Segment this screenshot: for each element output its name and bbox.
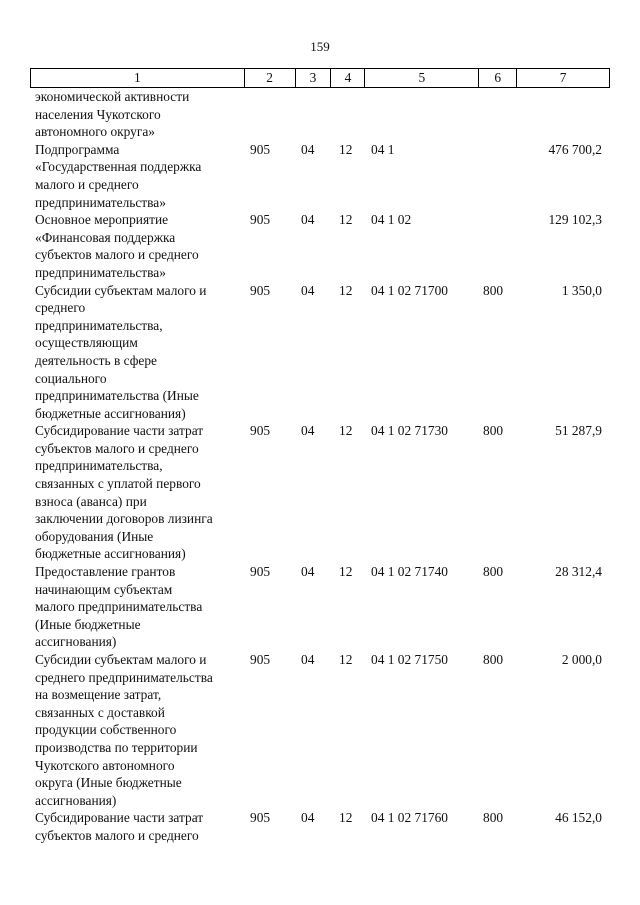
- name-line: экономической активности: [35, 89, 190, 104]
- row-admin-code: 905: [250, 141, 271, 157]
- row-expense-type: 800: [483, 652, 504, 667]
- row-name-cell: [30, 422, 244, 563]
- name-line: округа (Иные бюджетные: [35, 775, 182, 791]
- table-row: [30, 809, 610, 844]
- row-section-code: 04: [301, 564, 315, 580]
- row-target-code: 04 1 02: [371, 212, 412, 228]
- row-amount: 51 287,9: [555, 423, 602, 439]
- name-line: взноса (аванса) при: [35, 493, 147, 509]
- name-line: субъектов малого и среднего: [35, 247, 199, 263]
- name-line: бюджетные ассигнования): [35, 546, 186, 562]
- table-row: [30, 282, 610, 423]
- name-line: Подпрограмма: [35, 141, 120, 157]
- table-row: [30, 211, 610, 281]
- name-line: предпринимательства»: [35, 194, 166, 210]
- row-admin-code: 905: [250, 282, 271, 298]
- name-line: предпринимательства,: [35, 458, 163, 474]
- row-name-cell: [30, 141, 244, 211]
- name-line: предпринимательства,: [35, 317, 163, 333]
- table-row: [30, 141, 610, 211]
- row-amount: 2 000,0: [561, 652, 602, 667]
- name-line: автономного округа»: [35, 124, 155, 140]
- row-subsection-code: 12: [339, 652, 353, 667]
- row-target-code: 04 1 02 71760: [371, 810, 448, 826]
- row-section-code: 04: [301, 141, 315, 157]
- name-line: среднего предпринимательства: [35, 669, 213, 685]
- header-col-5: 5: [365, 69, 479, 87]
- row-target-code: 04 1 02 71700: [371, 282, 448, 298]
- row-amount: 129 102,3: [548, 212, 602, 228]
- name-line: ассигнования): [35, 634, 117, 650]
- row-admin-code: 905: [250, 423, 271, 439]
- header-col-3: 3: [296, 69, 332, 87]
- name-line: связанных с уплатой первого: [35, 476, 201, 492]
- row-expense-type: 800: [483, 282, 504, 298]
- budget-table: [30, 68, 610, 845]
- name-line: субъектов малого и среднего: [35, 827, 199, 843]
- name-line: (Иные бюджетные: [35, 616, 141, 632]
- name-line: субъектов малого и среднего: [35, 440, 199, 456]
- name-line: малого и среднего: [35, 176, 139, 192]
- table-row: [30, 88, 610, 141]
- row-name-cell: [30, 282, 244, 423]
- page-number: 159: [310, 39, 330, 54]
- row-name-cell: [30, 809, 244, 844]
- table-row: [30, 651, 610, 809]
- row-admin-code: 905: [250, 212, 271, 228]
- row-section-code: 04: [301, 810, 315, 826]
- row-section-code: 04: [301, 282, 315, 298]
- header-col-4: 4: [331, 69, 365, 87]
- name-line: Субсидирование части затрат: [35, 423, 204, 439]
- row-expense-type: 800: [483, 564, 504, 580]
- name-line: предпринимательства»: [35, 264, 166, 280]
- row-section-code: 04: [301, 652, 315, 667]
- name-line: производства по территории: [35, 739, 198, 755]
- name-line: на возмещение затрат,: [35, 687, 162, 703]
- row-target-code: 04 1 02 71750: [371, 652, 448, 667]
- name-line: предпринимательства (Иные: [35, 388, 199, 404]
- name-line: Субсидии субъектам малого и: [35, 282, 207, 298]
- header-col-6: 6: [479, 69, 517, 87]
- name-line: Основное мероприятие: [35, 212, 169, 228]
- table-header: [30, 68, 610, 88]
- name-line: продукции собственного: [35, 722, 177, 738]
- name-line: Субсидии субъектам малого и: [35, 652, 207, 667]
- name-line: оборудования (Иные: [35, 528, 154, 544]
- name-line: «Финансовая поддержка: [35, 229, 176, 245]
- row-amount: 46 152,0: [555, 810, 602, 826]
- row-target-code: 04 1 02 71730: [371, 423, 448, 439]
- row-expense-type: 800: [483, 810, 504, 826]
- row-target-code: 04 1: [371, 141, 395, 157]
- row-expense-type: 800: [483, 423, 504, 439]
- row-subsection-code: 12: [339, 141, 353, 157]
- name-line: населения Чукотского: [35, 106, 161, 122]
- name-line: среднего: [35, 300, 86, 316]
- row-subsection-code: 12: [339, 212, 353, 228]
- row-subsection-code: 12: [339, 282, 353, 298]
- row-target-code: 04 1 02 71740: [371, 564, 448, 580]
- header-col-7: 7: [517, 69, 610, 87]
- row-subsection-code: 12: [339, 564, 353, 580]
- name-line: социального: [35, 370, 107, 386]
- row-name-cell: [30, 211, 244, 281]
- row-admin-code: 905: [250, 810, 271, 826]
- row-amount: 1 350,0: [561, 282, 602, 298]
- row-admin-code: 905: [250, 652, 271, 667]
- row-section-code: 04: [301, 212, 315, 228]
- row-name-cell: [30, 88, 244, 141]
- header-col-1: 1: [31, 69, 245, 87]
- row-admin-code: 905: [250, 564, 271, 580]
- name-line: малого предпринимательства: [35, 599, 203, 615]
- name-line: деятельность в сфере: [35, 352, 157, 368]
- name-line: бюджетные ассигнования): [35, 405, 186, 421]
- header-col-2: 2: [245, 69, 296, 87]
- name-line: Чукотского автономного: [35, 757, 175, 773]
- name-line: «Государственная поддержка: [35, 159, 202, 175]
- table-row: [30, 422, 610, 563]
- row-section-code: 04: [301, 423, 315, 439]
- name-line: Предоставление грантов: [35, 564, 176, 580]
- name-line: осуществляющим: [35, 335, 138, 351]
- name-line: ассигнования): [35, 792, 117, 808]
- row-subsection-code: 12: [339, 423, 353, 439]
- row-name-cell: [30, 563, 244, 651]
- name-line: начинающим субъектам: [35, 581, 173, 597]
- name-line: связанных с доставкой: [35, 704, 165, 720]
- name-line: заключении договоров лизинга: [35, 511, 213, 527]
- row-amount: 476 700,2: [548, 141, 602, 157]
- row-amount: 28 312,4: [555, 564, 602, 580]
- row-subsection-code: 12: [339, 810, 353, 826]
- name-line: Субсидирование части затрат: [35, 810, 204, 826]
- row-name-cell: [30, 651, 244, 809]
- table-row: [30, 563, 610, 651]
